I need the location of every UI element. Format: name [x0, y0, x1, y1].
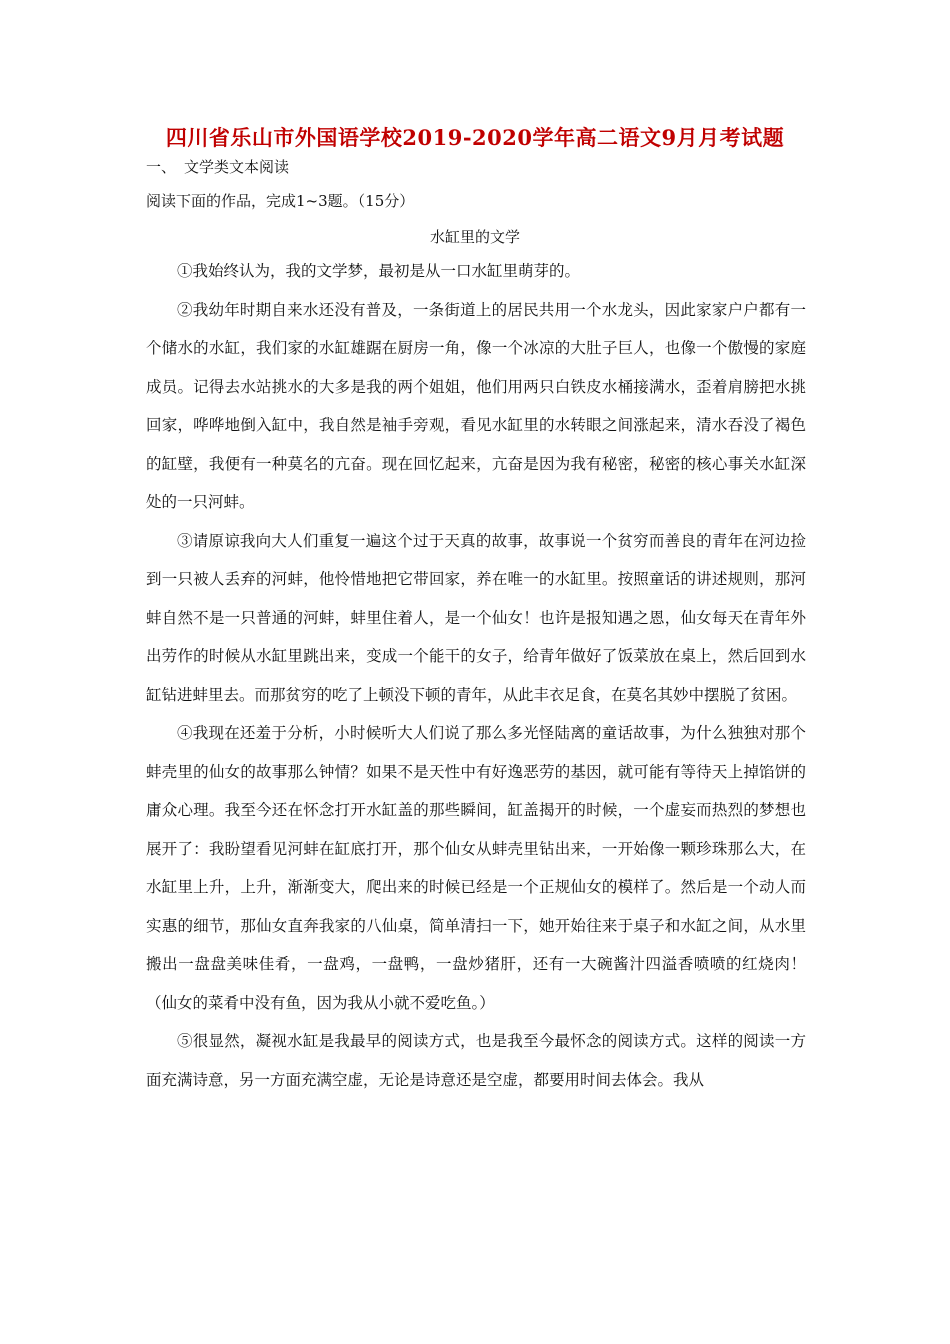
article-title: 水缸里的文学	[429, 228, 520, 246]
section-label: 文学类文本阅读	[184, 158, 290, 176]
paragraph-3: ③请原谅我向大人们重复一遍这个过于天真的故事，故事说一个贫穷而善良的青年在河边捡到一只被人丢弃的河蚌，他怜惜地把它带回家，养在唯一的水缸里。按照童话的讲述规则，那河蚌自然不是一只普通的河蚌，蚌里住着人，是一个仙女！也许是报知遇之恩，仙女每天在青年外出劳作的时候从水缸里跳出来，变成一个能干的女子，给青年做好了饭菜放在桌上，然后回到水缸钻进蚌里去。而那贫穷的吃了上顿没下顿的青年，从此丰衣足食，在莫名其妙中摆脱了贫困。	[146, 531, 806, 704]
paragraph-2: ②我幼年时期自来水还没有普及，一条街道上的居民共用一个水龙头，因此家家户户都有一个储水的水缸，我们家的水缸雄踞在厨房一角，像一个冰凉的大肚子巨人，也像一个傲慢的家庭成员。记得去水站挑水的大多是我的两个姐姐，他们用两只白铁皮水桶接满水，歪着肩膀把水挑回家，哗哗地倒入缸中，我自然是袖手旁观，看见水缸里的水转眼之间涨起来，清水吞没了褐色的缸壁，我便有一种莫名的亢奋。现在回忆起来，亢奋是因为我有秘密，秘密的核心事关水缸深处的一只河蚌。	[146, 300, 806, 511]
paragraph-4: ④我现在还羞于分析，小时候听大人们说了那么多光怪陆离的童话故事，为什么独独对那个蚌壳里的仙女的故事那么钟情？如果不是天性中有好逸恶劳的基因，就可能有等待天上掉馅饼的庸众心理。我至今还在怀念打开水缸盖的那些瞬间，缸盖揭开的时候，一个虚妄而热烈的梦想也展开了：我盼望看见河蚌在缸底打开，那个仙女从蚌壳里钻出来，一开始像一颗珍珠那么大，在水缸里上升，上升，渐渐变大，爬出来的时候已经是一个正规仙女的模样了。然后是一个动人而实惠的细节，那仙女直奔我家的八仙桌，简单清扫一下，她开始往来于桌子和水缸之间，从水里搬出一盘盘美味佳肴，一盘鸡，一盘鸭，一盘炒猪肝，还有一大碗酱汁四溢香喷喷的红烧肉！（仙女的菜肴中没有鱼，因为我从小就不爱吃鱼。）	[146, 724, 806, 1012]
document-title: 四川省乐山市外国语学校2019-2020学年高二语文9月月考试题	[165, 125, 785, 150]
article-body	[146, 252, 806, 1099]
section-heading	[146, 156, 289, 177]
section-number: 一、	[146, 158, 177, 176]
paragraph-1: ①我始终认为，我的文学梦，最初是从一口水缸里萌芽的。	[177, 262, 581, 280]
paragraph-5: ⑤很显然，凝视水缸是我最早的阅读方式，也是我至今最怀念的阅读方式。这样的阅读一方面充满诗意，另一方面充满空虚，无论是诗意还是空虚，都要用时间去体会。我从	[146, 1032, 806, 1089]
reading-instruction: 阅读下面的作品，完成1~3题。（15分）	[146, 192, 415, 210]
